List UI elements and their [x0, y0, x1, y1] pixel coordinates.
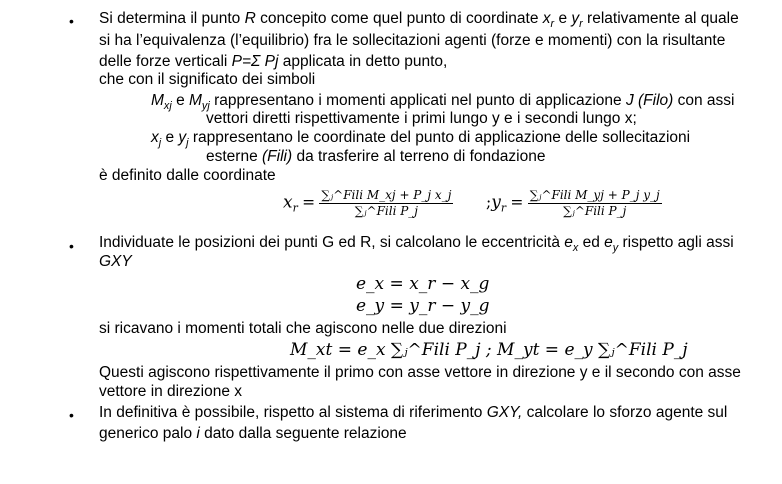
equation-ey: e_y = y_r − y_g [356, 296, 490, 316]
b1-line-4: che con il significato dei simboli [99, 71, 316, 88]
bullet-1: • [69, 13, 74, 29]
b3-line-1: In definitiva è possibile, rispetto al sistema di riferimento GXY, calcolare lo sforzo agente sul [99, 404, 728, 421]
fraction-xr [319, 188, 453, 219]
equation-xr-yr: $x_r$ = $\frac{\text{∑ⱼ\textasciicircum{}Fili M\_xj + P\_j x\_j}}{\text{∑ⱼ\textasciicircum{}Fili P\_j}}$ $;y_r$ = $\frac{\text{∑ⱼ\textasciicircum{}Fili M\_yj + P\_j y\_j}}{\text{∑ⱼ\textasciicircum{}Fili P\_j}}$ [283, 188, 660, 218]
b1-line-2: si ha l’equivalenza (l’equilibrio) fra le sollecitazioni agenti (forze e momenti) con la risultante [99, 32, 726, 49]
b1-line-6: vettori diretti rispettivamente i primi lungo y e i secondi lungo x; [206, 110, 637, 127]
b1-line-1: Si determina il punto R concepito come quel punto di coordinate $x_r$ e $y_r$ relativamente al quale [99, 10, 739, 30]
fraction-yr-numerator: ∑ⱼ^Fili M_yj + P_j y_j [529, 188, 660, 202]
fraction-yr-denominator: ∑ⱼ^Fili P_j [563, 204, 627, 218]
b1-line-7: $x_j$ e $y_j$ rappresentano le coordinate del punto di applicazione delle sollecitazioni [151, 129, 691, 149]
b1-line-5: $M_{xj}$ e $M_{yj}$ rappresentano i momenti applicati nel punto di applicazione J (Filo) con assi [151, 92, 735, 112]
b2-line-4: Questi agiscono rispettivamente il primo con asse vettore in direzione y e il secondo con asse [99, 364, 741, 381]
b2-line-3: si ricavano i momenti totali che agiscono nelle due direzioni [99, 320, 507, 337]
b1-line-8: esterne (Fili) da trasferire al terreno di fondazione [206, 148, 546, 165]
b1-line-9: è definito dalle coordinate [99, 167, 276, 184]
equation-ex: e_x = x_r − x_g [356, 274, 490, 294]
fraction-xr-numerator: ∑ⱼ^Fili M_xj + P_j x_j [321, 188, 452, 202]
bullet-3: • [69, 407, 74, 423]
fraction-yr [528, 188, 662, 219]
fraction-xr-denominator: ∑ⱼ^Fili P_j [354, 204, 419, 218]
b2-line-2: GXY [99, 253, 132, 270]
b2-line-1: Individuate le posizioni dei punti G ed R, si calcolano le eccentricità $e_x$ ed $e_y$ rispetto agli assi [99, 234, 734, 254]
equation-moments: M_xt = e_x ∑ⱼ^Fili P_j ; M_yt = e_y ∑ⱼ^Fili P_j [290, 340, 688, 360]
b3-line-2: generico palo i dato dalla seguente relazione [99, 425, 407, 442]
bullet-2: • [69, 238, 74, 254]
b1-line-3: delle forze verticali P=Σ Pj applicata in detto punto, [99, 53, 448, 70]
b2-line-5: vettore in direzione x [99, 383, 243, 400]
